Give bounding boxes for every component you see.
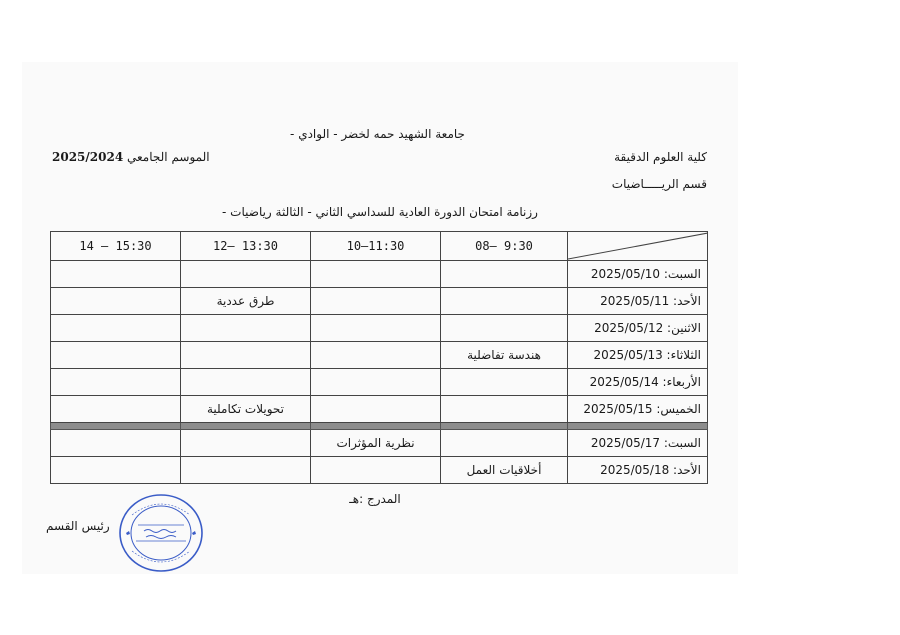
- diagonal-line: [568, 232, 708, 260]
- time-slot-header: 08– 9:30: [441, 232, 568, 261]
- exam-cell: [51, 342, 181, 369]
- exam-cell: [311, 369, 441, 396]
- exam-cell: أخلاقيات العمل: [441, 457, 568, 484]
- exam-cell: [441, 288, 568, 315]
- exam-cell: [51, 288, 181, 315]
- table-row: [51, 457, 708, 484]
- time-slot-header: 10–11:30: [311, 232, 441, 261]
- exam-cell: [311, 342, 441, 369]
- table-row: [51, 315, 708, 342]
- day-cell: الأربعاء: 2025/05/14: [568, 369, 708, 396]
- amphitheater-label: المدرج :هـ: [349, 492, 401, 506]
- exam-cell: طرق عددية: [181, 288, 311, 315]
- department-name: قسم الريـــــاضيات: [611, 177, 707, 191]
- table-row: [51, 430, 708, 457]
- day-cell: الأحد: 2025/05/18: [568, 457, 708, 484]
- exam-cell: [181, 261, 311, 288]
- document-title: رزنامة امتحان الدورة العادية للسداسي الثاني - الثالثة رياضيات -: [222, 205, 538, 219]
- separator-cell: [51, 423, 181, 430]
- time-slot-header: 14 – 15:30: [51, 232, 181, 261]
- exam-cell: [181, 457, 311, 484]
- table-header-row: [51, 232, 708, 261]
- exam-cell: [311, 261, 441, 288]
- table-row: [51, 342, 708, 369]
- exam-cell: [311, 288, 441, 315]
- table-row: [51, 288, 708, 315]
- exam-cell: [51, 261, 181, 288]
- week-separator-row: [51, 423, 708, 430]
- season-label: الموسم الجامعي: [127, 150, 210, 164]
- separator-cell: [311, 423, 441, 430]
- day-cell: الخميس: 2025/05/15: [568, 396, 708, 423]
- exam-cell: [441, 261, 568, 288]
- day-cell: الأحد: 2025/05/11: [568, 288, 708, 315]
- time-slot-header: 12– 13:30: [181, 232, 311, 261]
- academic-season: [52, 150, 210, 164]
- day-cell: السبت: 2025/05/10: [568, 261, 708, 288]
- exam-cell: نظرية المؤثرات: [311, 430, 441, 457]
- day-cell: الثلاثاء: 2025/05/13: [568, 342, 708, 369]
- exam-cell: [311, 457, 441, 484]
- exam-cell: [51, 396, 181, 423]
- diagonal-corner-cell: [568, 232, 708, 261]
- university-name: جامعة الشهيد حمه لخضر - الوادي -: [290, 127, 465, 141]
- exam-cell: [181, 369, 311, 396]
- exam-cell: [311, 315, 441, 342]
- exam-cell: تحويلات تكاملية: [181, 396, 311, 423]
- day-cell: الاثنين: 2025/05/12: [568, 315, 708, 342]
- head-of-department-label: رئيس القسم: [46, 519, 110, 533]
- separator-cell: [181, 423, 311, 430]
- exam-cell: [51, 457, 181, 484]
- separator-cell: [568, 423, 708, 430]
- department-stamp-seal: [118, 493, 204, 573]
- exam-cell: [441, 430, 568, 457]
- exam-cell: [311, 396, 441, 423]
- table-row: [51, 396, 708, 423]
- exam-schedule-table: [50, 231, 708, 484]
- exam-cell: [181, 315, 311, 342]
- exam-cell: [51, 369, 181, 396]
- exam-cell: [181, 342, 311, 369]
- table-row: [51, 369, 708, 396]
- exam-cell: [51, 315, 181, 342]
- season-years: 2025/2024: [52, 150, 124, 164]
- exam-cell: [181, 430, 311, 457]
- exam-cell: [441, 396, 568, 423]
- separator-cell: [441, 423, 568, 430]
- exam-cell: [441, 315, 568, 342]
- day-cell: السبت: 2025/05/17: [568, 430, 708, 457]
- exam-cell: [51, 430, 181, 457]
- exam-cell: [441, 369, 568, 396]
- faculty-name: كلية العلوم الدقيقة: [614, 150, 707, 164]
- exam-cell: هندسة تفاضلية: [441, 342, 568, 369]
- table-row: [51, 261, 708, 288]
